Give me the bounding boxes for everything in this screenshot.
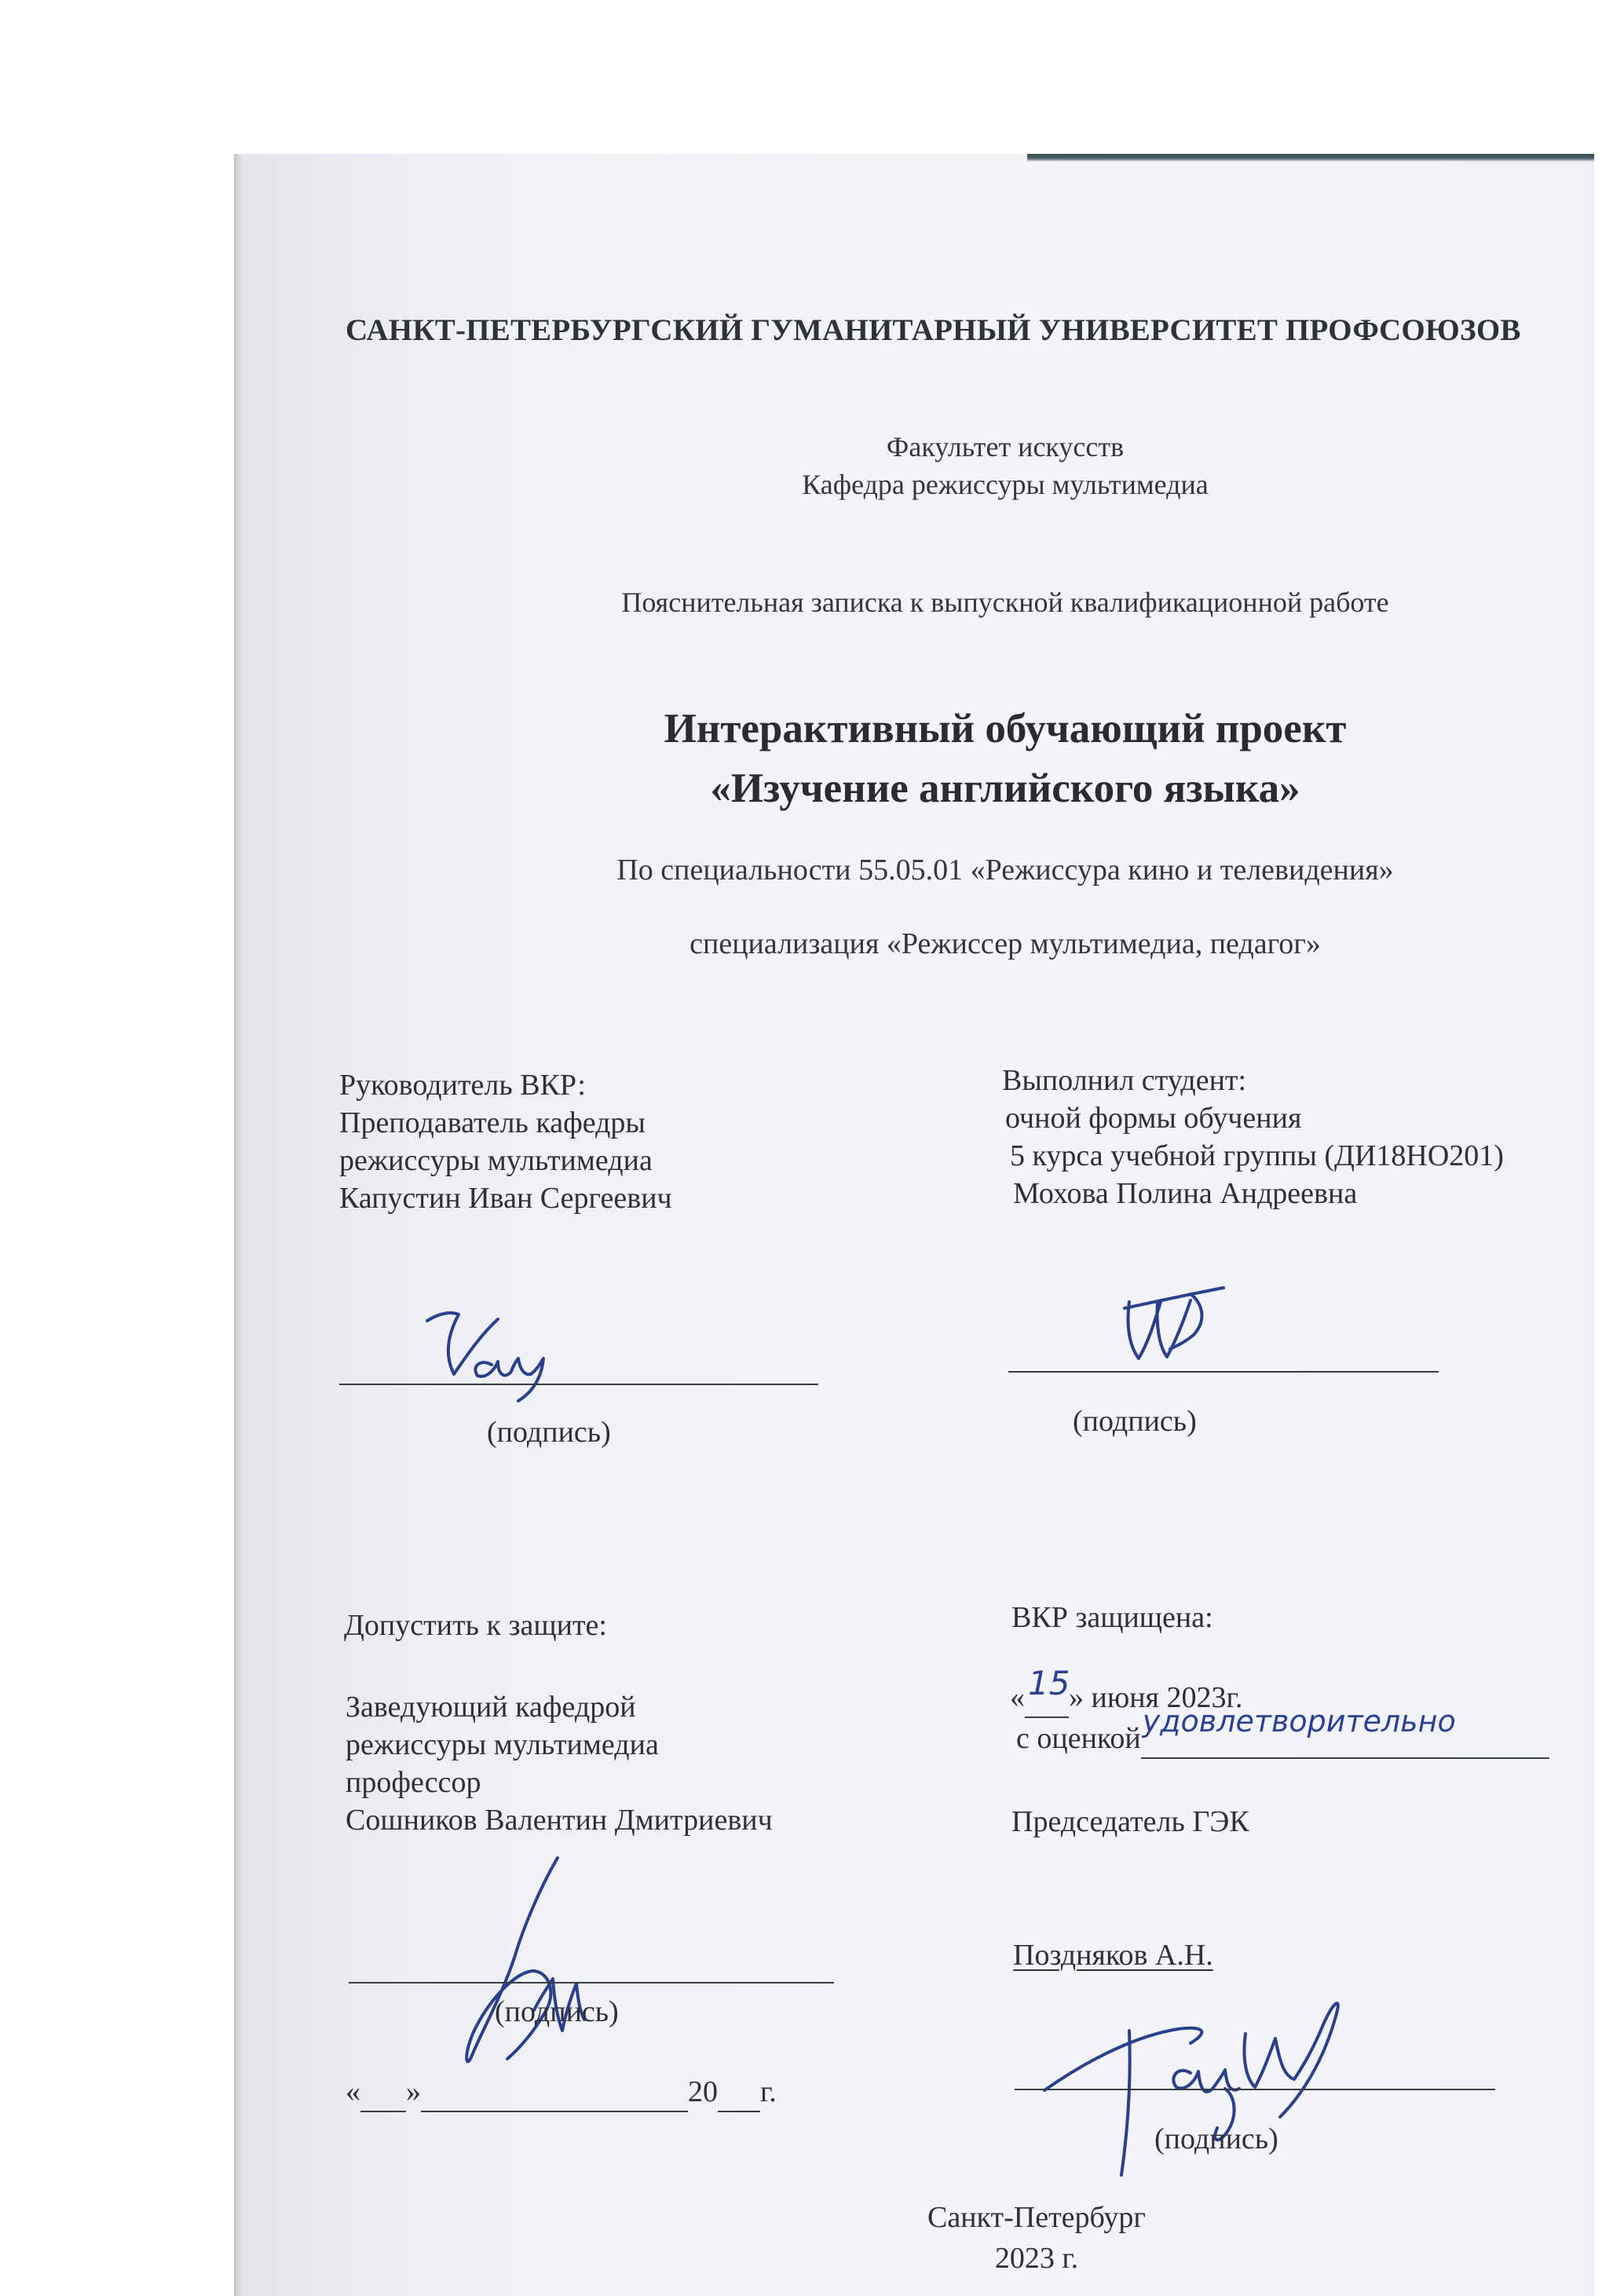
specialty: По специальности 55.05.01 «Режиссура кино и телевидения» [616,854,1394,887]
gek-chair-signature-caption: (подпись) [1154,2122,1278,2155]
supervisor-label: Руководитель ВКР: [339,1069,586,1102]
student-name: Мохова Полина Андреевна [1013,1177,1358,1210]
gek-chair-signature-line [1015,2089,1495,2090]
admission-date-open-quote: « [346,2075,360,2108]
student-signature [1115,1270,1233,1373]
defense-grade-label: с оценкой [1016,1722,1141,1755]
admission-position-line-2: режиссуры мультимедиа [346,1728,659,1761]
paper-top-edge-shadow [1027,154,1594,162]
thesis-title-line-1: Интерактивный обучающий проект [664,706,1347,751]
gek-chair-name: Поздняков А.Н. [1013,1939,1213,1972]
paper-left-shadow [234,154,242,2296]
document-type: Пояснительная записка к выпускной квалификационной работе [621,587,1389,618]
admission-head-name: Сошников Валентин Дмитриевич [346,1804,773,1837]
footer-city: Санкт-Петербург [927,2201,1147,2234]
department-head-signature-line [349,1982,834,1983]
admission-label: Допустить к защите: [344,1609,607,1642]
admission-date-row [346,2073,777,2112]
supervisor-position-line-2: режиссуры мультимедиа [339,1144,653,1177]
student-form: очной формы обучения [1005,1102,1302,1135]
thesis-title-line-2: «Изучение английского языка» [710,766,1300,811]
gek-chair-label: Председатель ГЭК [1011,1805,1249,1838]
student-block [1002,1062,1504,1212]
defense-label: ВКР защищена: [1011,1601,1213,1634]
admission-year-suffix: г. [760,2075,777,2108]
admission-position-line-1: Заведующий кафедрой [346,1691,636,1724]
supervisor-block [339,1066,672,1217]
supervisor-name: Капустин Иван Сергеевич [339,1182,672,1215]
defense-day-handwritten: 15 [1028,1664,1070,1702]
defense-grade-handwritten: удовлетворительно [1142,1704,1456,1738]
admission-month-blank [421,2073,688,2112]
defense-grade-row [1016,1704,1549,1759]
supervisor-position-line-1: Преподаватель кафедры [339,1106,646,1139]
student-signature-line [1008,1371,1439,1373]
defense-grade-blank [1141,1704,1549,1759]
admission-day-blank [360,2073,406,2112]
university-name: САНКТ-ПЕТЕРБУРГСКИЙ ГУМАНИТАРНЫЙ УНИВЕРСИТЕТ ПРОФСОЮЗОВ [346,313,1521,347]
student-group: 5 курса учебной группы (ДИ18НО201) [1010,1139,1504,1172]
admission-position-line-3: профессор [346,1766,481,1799]
admission-head-block [346,1688,773,1839]
department-head-signature [440,1853,620,2073]
specialization: специализация «Режиссер мультимедиа, педагог» [689,927,1321,960]
supervisor-signature [416,1303,605,1406]
student-signature-caption: (подпись) [1073,1405,1197,1438]
supervisor-signature-line [339,1384,818,1385]
admission-year-prefix: 20 [688,2075,718,2108]
defense-day-blank [1025,1664,1070,1718]
student-label: Выполнил студент: [1002,1064,1247,1097]
department-name: Кафедра режиссуры мультимедиа [802,469,1209,500]
defense-date-open-quote: « [1010,1681,1025,1714]
faculty-name: Факультет искусств [886,431,1125,462]
department-head-signature-caption: (подпись) [495,1995,619,2028]
supervisor-signature-caption: (подпись) [487,1416,611,1449]
admission-year-blank [718,2073,760,2112]
footer-year: 2023 г. [994,2242,1079,2275]
defense-date-rest: » июня 2023г. [1069,1681,1243,1714]
admission-date-close-quote: » [406,2075,421,2108]
